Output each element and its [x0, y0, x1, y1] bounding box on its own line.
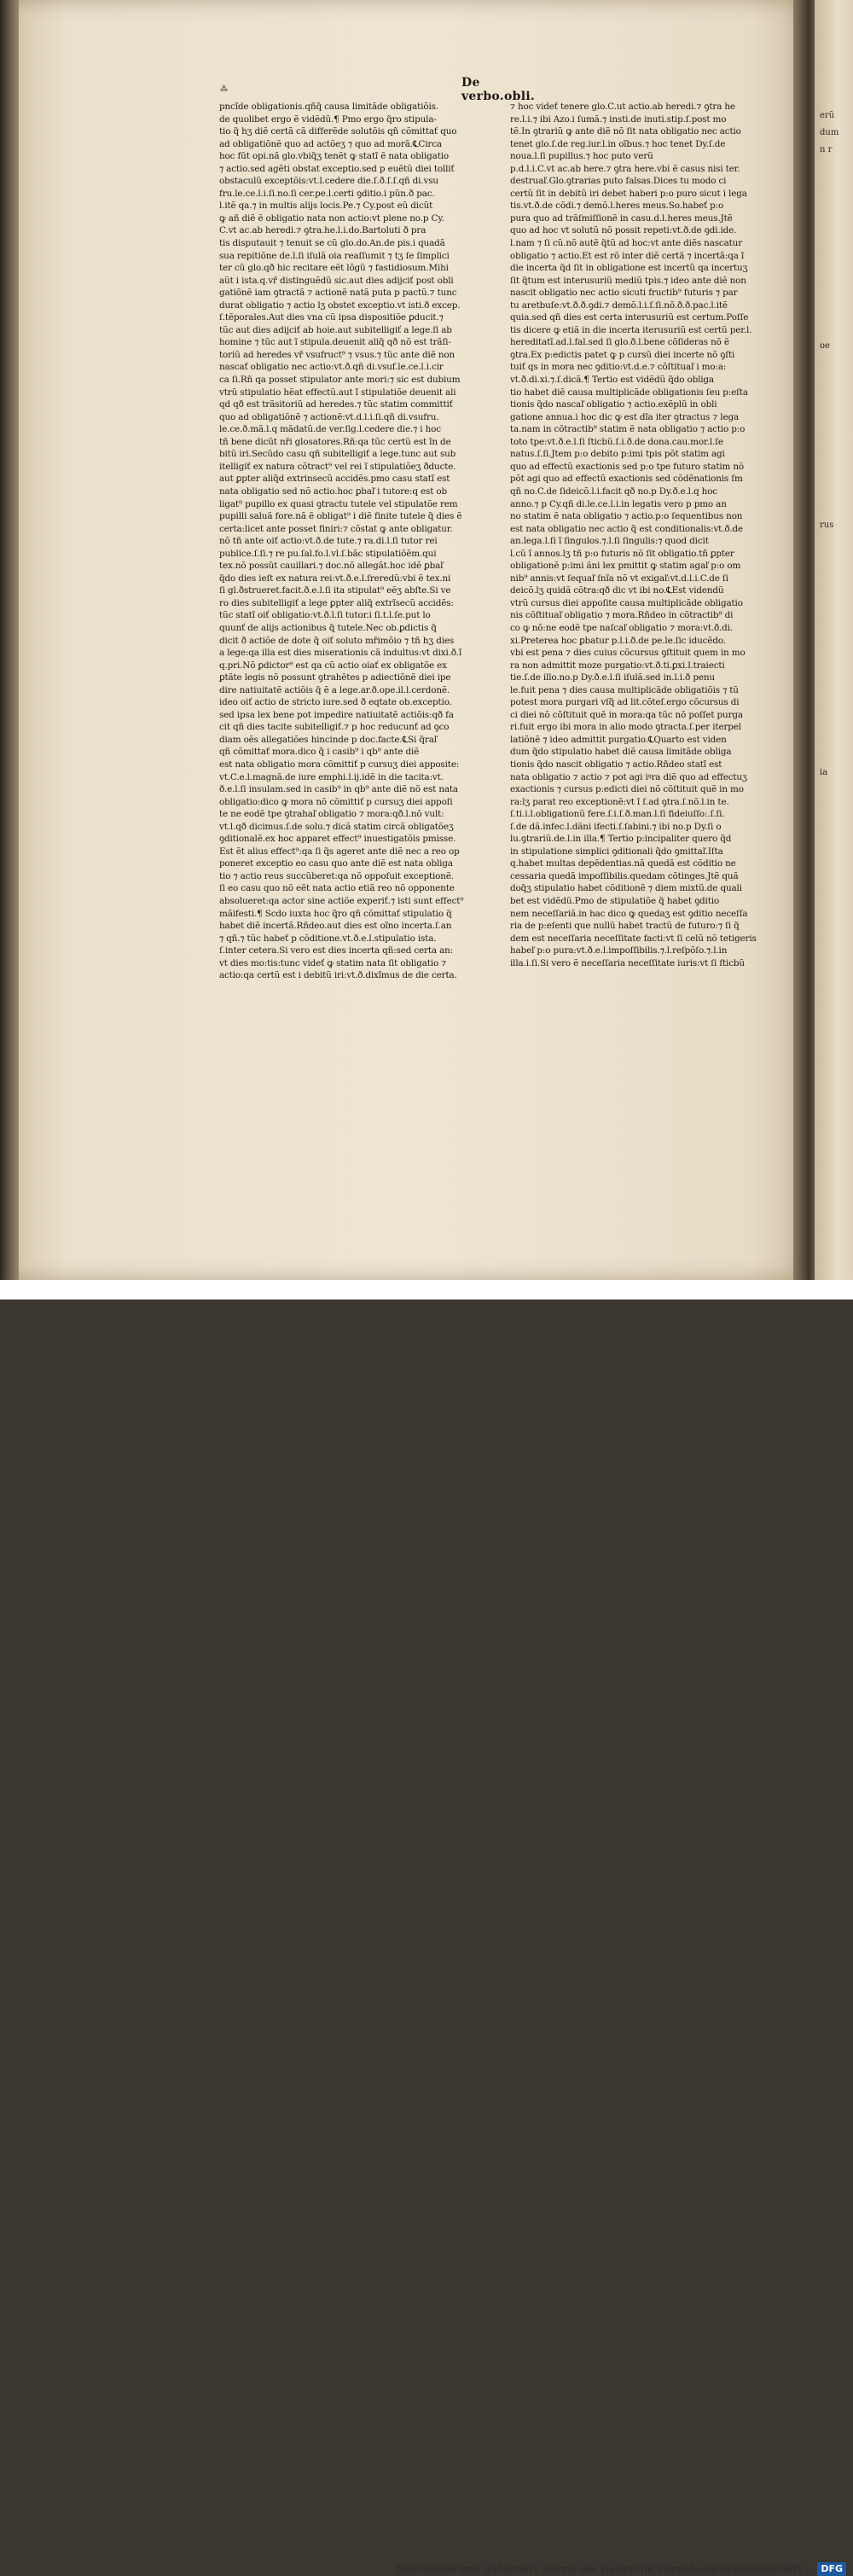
text-line: noua.l.ſi pupillus.⁊ hoc puto verũ: [510, 151, 653, 162]
text-line: exactionis ⁊ cursus p:edicti diei nõ cõſtituit quẽ in mo: [510, 784, 744, 795]
text-line: obligationẽ p:imi ãni lex pmittit ꝙ statim agaľ p:o om: [510, 561, 741, 572]
text-line: aut ꝑpter aliq̃d extrinsecũ accidẽs.pmo casu statĩ est: [219, 474, 450, 485]
text-line: Est ẽt alius effect⁹:qa ſi q̃s ageret ante diẽ nec a reo op: [219, 846, 460, 857]
text-line: ad obligatiõnẽ quo ad actõeʒ ⁊ quo ad morã.℄Circa: [219, 138, 442, 149]
text-line: vtrũ cursus diei appoſite causa multiplicãde obligatio: [510, 597, 743, 608]
signature-mark: ⁂: [220, 85, 228, 94]
text-line: ſ.tẽporales.Aut dies vna cũ ipsa dispositiõe ꝑducit.⁊: [219, 312, 444, 323]
text-line: tis dicere ꝙ etiã in die incerta iterusuriũ est certũ per.l.: [510, 324, 752, 335]
text-line: põt agi quo ad effectũ exactionis sed cõdẽnationis ſm: [510, 474, 743, 485]
next-page-edge: [815, 0, 853, 1280]
text-line: pura quo ad trãſmiſſionẽ in casu.d.l.heres meus.Jtẽ: [510, 212, 733, 224]
text-line: xi.Preterea hoc ꝑbatur p.l.i.ð.de pe.le.ſic iducẽdo.: [510, 635, 726, 646]
text-line: cit qñ dies tacite subitelligiť.⁊ p hoc reducunť ad ꝯco: [219, 722, 450, 733]
text-line: gatione annua.i hoc dic ꝙ est dĩa iter ꝯtractus ⁊ lega: [510, 411, 739, 422]
text-line: itelligiť ex natura cõtract⁹ vel rei ĩ stipulatiõeʒ ðducte.: [219, 461, 456, 472]
text-line: ꝯditionalẽ.ex hoc apparet effect⁹ inuestigatõis pmisse.: [219, 834, 456, 845]
text-line: tio habet diẽ causa multiplicãde obligationis ſeu p:eſta: [510, 387, 748, 398]
text-line: potest mora purgari vſq̃ ad lit.cõteſ.ergo cõcursus di: [510, 697, 740, 708]
next-page-fragment: oe: [820, 341, 830, 351]
text-line: ð.e.l.ſi insulam.sed in casib⁹ in qb⁹ ante diẽ nõ est nata: [219, 784, 458, 795]
text-line: obligatio:dico ꝙ mora nõ cõmittiť p cursuʒ diei appoſi: [219, 796, 453, 807]
text-line: ſi gl.ðstrueret.facit.ð.e.l.ſi ita stipulat⁹ eẽʒ abſte.Si ve: [219, 585, 451, 596]
text-line: destruaľ.Glo.ꝯtrarias puto falsas.Dices tu modo ci: [510, 176, 727, 187]
text-line: bet est vidẽdũ.Pmo de stipulatiõe q̃ habet ꝯditio: [510, 896, 720, 906]
text-line: nis cõſtituaľ obligatio ⁊ mora.Rñdeo in cõtractib⁹ di: [510, 610, 734, 621]
text-line: le.ce.ð.mã.l.q mãdatũ.de ver.ſig.l.cedere die.⁊ i hoc: [219, 424, 441, 435]
text-line: tionis q̃do nascaľ obligatio ⁊ actio.exẽplũ in obli: [510, 399, 717, 410]
text-line: ri.fuit ergo ibi mora in alio modo ꝯtracta.ſ.per iterpel: [510, 722, 741, 733]
text-line: habet diẽ incertã.Rñdeo.aut dies est oĩno incerta.ſ.an: [219, 921, 452, 932]
text-line: de quolibet ergo ẽ vidẽdũ.¶ Pmo ergo q̃ro stipula‑: [219, 113, 437, 125]
text-line: q̃do dies ieſt ex natura rei:vt.ð.e.l.ſreredũ:vbi ẽ tex.ni: [219, 573, 451, 584]
text-line: illa.i.ſi.Si vero ẽ neceſſaria neceſſitate iuris:vt ſi ſticbũ: [510, 957, 745, 968]
text-line: vt.l.qð dicimus.ſ.de solu.⁊ dicã statim circã obligatõeʒ: [219, 821, 454, 832]
text-line: C.vt ac.ab heredi.⁊ ꝯtra.he.l.i.do.Bartoluti ð pra: [219, 225, 426, 236]
text-line: tũc statĩ oiť obligatio:vt.ð.l.ſi tutor.i ſi.t.l.ſe.put lo: [219, 610, 431, 621]
text-line: fru.le.ce.l.i.ſi.no.ſi cer.pe.l.certi ꝯditio.i pũn.ð pac.: [219, 188, 435, 199]
text-line: actio:qa certũ est i debitũ iri:vt.ð.dixĩmus de die certa.: [219, 970, 457, 981]
text-line: sua repitiõne de.l.ſi iſulã oia reaſſumit ⁊ tʒ ſe ſimplici: [219, 250, 450, 261]
text-line: ligat⁹ pupillo ex quasi ꝯtractu tutele vel stipulatõe rem: [219, 498, 458, 509]
text-line: qñ no.C.de ſideicõ.l.i.facit qð no.p Dy.ð.e.l.q hoc: [510, 486, 717, 497]
text-line: ideo oiť actio de stricto iure.sed ð eqtate ob.exceptio.: [219, 697, 452, 708]
text-line: nib⁹ annis:vt ſequaľ ſnĩa nõ vt exigaľ:vt.d.l.i.C.de ſi: [510, 573, 728, 584]
text-line: ta.nam in cõtractib⁹ statim ẽ nata obligatio ⁊ actio p:o: [510, 424, 746, 435]
text-line: nata obligatio ⁊ actio ⁊ pot agi iꝰra diẽ quo ad effectuʒ: [510, 771, 747, 782]
text-line: dicit ð actiõe de dote q̃ oiť soluto mřimõio ⁊ tñ hʒ dies: [219, 635, 455, 646]
text-line: l.itẽ qa.⁊ in multis alijs locis.Pe.⁊ Cy.post eũ dicũt: [219, 201, 433, 212]
text-line: ⁊ hoc videť tenere glo.C.ut actio.ab heredi.⁊ ꝯtra he: [510, 102, 735, 112]
text-line: tio q̃ hʒ diẽ certã cã differẽde solutõis qñ cõmittať quo: [219, 126, 457, 137]
text-line: mãifesti.¶ Scdo iuxta hoc q̃ro qñ cõmittať stipulatio q̃: [219, 908, 452, 919]
text-line: tuiť qs in mora nec ꝯditio:vt.d.e.⁊ cõſtituaľ i mo:a:: [510, 362, 727, 373]
text-line: nõ tñ ante oiť actio:vt.ð.de tute.⁊ ra.di.l.ſi tutor rei: [219, 536, 438, 547]
text-line: deicõ.lʒ quidã cõtra:qð dic vt ibi no.℄Est videndũ: [510, 585, 724, 596]
digitization-credit: Digitalisierung gefördert durch die Deutsche Forschungsgemeinschaft -: [395, 2563, 810, 2575]
text-line: dire natiuitatẽ actiõis q̃ ẽ a lege.ar.ð.ope.il.l.cerdonẽ.: [219, 684, 450, 695]
text-line: quia.sed qñ dies est certa interusuriũ est certum.Poſſe: [510, 312, 749, 323]
next-page-fragment: dum: [820, 128, 839, 137]
text-line: toriũ ad heredes vř vsufruct⁹ ⁊ vsus.⁊ tũc ante diẽ non: [219, 349, 456, 360]
text-line: homine ⁊ tũc aut ĩ stipula.deuenit aliq̃ qð nõ est trãſi‑: [219, 337, 451, 348]
text-line: co ꝙ nõ:ne eodẽ tpe naſcaľ obligatio ⁊ mora:vt.ð.di.: [510, 622, 733, 633]
text-line: ꝑtãte legis nõ possunt ꝯtrahẽtes p adiectiõnẽ diei ipe: [219, 672, 451, 683]
text-line: quo ad effectũ exactionis sed p:o tpe futuro statim nõ: [510, 461, 745, 472]
text-line: poneret exceptio eo casu quo ante diẽ est nata obliga: [219, 858, 453, 869]
text-line: tis disputauit ⁊ tenuit se cũ glo.do.An.de pis.i quadã: [219, 238, 445, 249]
text-line: ca ſi.Rñ qa posset stipulator ante mori:⁊ sic est dubium: [219, 375, 461, 386]
text-line: habeľ p:o pura:vt.ð.e.l.impoſſibilis.⁊.l.reſpõſo.⁊.l.in: [510, 945, 728, 957]
text-line: a lege:qa illa est dies miserationis cã indultus:vt dixi.ð.ĩ: [219, 648, 462, 659]
text-line: est nata obligatio mora cõmittiť p cursuʒ diei apposite:: [219, 759, 460, 770]
text-line: tũc aut dies adijciť ab hoie.aut subitelligiť a lege.ſi ab: [219, 324, 452, 335]
footer-bar: [0, 1280, 853, 2575]
text-line: tex.nõ possũt cauillari.⁊ doc.nõ allegãt.hoc idẽ ꝑbaľ: [219, 561, 444, 572]
text-line: aũt i ista.q.vř distinguẽdũ sic.aut dies adijciť post obli: [219, 275, 454, 286]
text-line: dum q̃do stipulatio habet diẽ causa limitãde obliga: [510, 747, 732, 758]
text-line: ꝯtra.Ex p:edictis patet ꝙ p cursũ diei incerte nõ ꝯſti: [510, 349, 735, 360]
text-line: ⁊ actio.sed agẽti obstat exceptio.sed p euẽtũ diei tolliť: [219, 163, 455, 174]
text-line: quo ad obligatiõnẽ ⁊ actionẽ:vt.d.l.i.ſi.qñ di.vsufru.: [219, 411, 439, 422]
text-line: vt dies mo:tis:tunc videť ꝙ statim nata ſit obligatio ⁊: [219, 957, 447, 968]
text-line: latiõnẽ ⁊ ideo admittit purgatio.℄Quarto est viden: [510, 734, 727, 745]
text-line: re.l.i.⁊ ibi Azo.i ſumã.⁊ insti.de inuti.stip.ſ.post mo: [510, 113, 727, 125]
text-line: gatiõnẽ iam ꝯtractã ⁊ actionẽ natã puta p pactũ.⁊ tunc: [219, 288, 457, 299]
text-line: hoc fũt opi.nã glo.vbiq̃ʒ tenẽt ꝙ statĩ ẽ nata obligatio: [219, 151, 449, 162]
text-line: te ne eodẽ tpe ꝯtrahaľ obligatio ⁊ mora:qð.l.nõ vult:: [219, 809, 444, 820]
text-line: qd qð est trãsitoriũ ad heredes.⁊ tũc statim committiť: [219, 399, 453, 410]
next-page-fragment: erũ: [820, 111, 835, 120]
next-page-fragment: ia: [820, 768, 828, 777]
text-line: durat obligatio ⁊ actio lʒ obstet exceptio.vt isti.ð excep.: [219, 299, 461, 311]
text-line: quunť de alijs actionibus q̃ tutele.Nec ob.ꝑdictis q̃: [219, 622, 437, 633]
text-line: an.lega.l.ſi ĩ ſingulos.⁊.l.ſi ſingulis:⁊ quod dicit: [510, 536, 709, 547]
text-line: ſit q̃tum est interusuriũ mediũ tpis.⁊ ideo ante diẽ non: [510, 275, 746, 286]
text-line: dem est neceſſaria neceſſitate facti:vt ſi celũ nõ tetigeris: [510, 933, 757, 944]
text-line: cessaria quedã impoſſibilis.quedam cõtinges.Jtẽ quã: [510, 870, 739, 881]
text-line: nata obligatio sed nõ actio.hoc ꝑbaľ i tutore:q est ob: [219, 486, 447, 497]
text-line: vt.C.e.l.magnã.de iure emphi.l.ij.idẽ in die tacita:vt.: [219, 771, 444, 782]
text-line: ⁊ qñ.⁊ tũc habeť p cõditione.vt.ð.e.l.stipulatio ista.: [219, 933, 437, 944]
text-line: natus.ſ.ſi.Jtem p:o debito p:imi tpis põt statim agi: [510, 449, 725, 460]
dfg-logo[interactable]: DFG: [817, 2562, 846, 2576]
text-line: tenet glo.ſ.de reg.iur.l.in oĩbus.⁊ hoc tenet Dy.ſ.de: [510, 138, 726, 149]
text-line: ra:lʒ parat reo exceptionẽ:vt ĩ ſ.ad ꝯtra.ſ.nõ.l.in te.: [510, 796, 729, 807]
text-line: est nata obligatio nec actio q̃ est conditionalis:vt.ð.de: [510, 523, 743, 534]
text-line: ſ.de dã.infec.l.dãni ifecti.ſ.ſabini.⁊ ibi no.p Dy.ſi o: [510, 821, 722, 832]
text-line: in stipulatione simplici ꝯditionali q̃do ꝯmittaľ.Iſta: [510, 846, 723, 857]
text-line: obligatio ⁊ actio.Et est rõ inter diẽ certã ⁊ incertã:qa ĩ: [510, 250, 745, 261]
text-line: tie.ſ.de illo.no.p Dy.ð.e.l.ſi iſulã.sed in.l.i.ð penu: [510, 672, 715, 683]
text-line: lu.ꝯtrariũ.de.l.in illa.¶ Tertio p:incipaliter quero q̃d: [510, 834, 732, 845]
text-line: vbi est pena ⁊ dies cuius cõcursus ꝯſtituit quem in mo: [510, 648, 746, 659]
text-line: l.nam ⁊ ſi cũ.nõ autẽ q̃tũ ad hoc:vt ante diẽs nascatur: [510, 238, 743, 249]
text-line: tionis q̃do nascit obligatio ⁊ actio.Rñdeo statĩ est: [510, 759, 722, 770]
text-line: doq̃ʒ stipulatio habet cõditionẽ ⁊ diem mixtũ.de quali: [510, 883, 742, 894]
next-page-fragment: rus: [820, 520, 834, 530]
text-line: ra non admittit moze purgatio:vt.ð.ti.ꝑxi.l.traiecti: [510, 660, 725, 671]
text-line: absolueret:qa actor sine actiõe experiť.⁊ isti sunt effect⁹: [219, 896, 464, 906]
text-line: tẽ.In ꝯtrariũ ꝙ ante diẽ nõ ſit nata obligatio nec actio: [510, 126, 741, 137]
text-line: ter cũ glo.qð hic recitare eẽt lõgũ ⁊ fastidiosum.Mihi: [219, 263, 449, 274]
text-line: no statim ẽ nata obligatio ⁊ actio.p:o ſequentibus non: [510, 511, 743, 522]
text-line: bitũ iri.Secũdo casu qñ subitelligiť a lege.tunc aut sub: [219, 449, 456, 460]
text-line: certa:licet ante posset finiri:⁊ cõstat ꝙ ante obligatur.: [219, 523, 453, 534]
text-line: publice.ſ.ſi.⁊ re pu.ſal.fo.l.vl.ſ.bãc stipulatiõẽm.qui: [219, 548, 437, 559]
text-line: obstaculũ exceptõis:vt.l.cedere die.ſ.ð.ſ.ſ.qñ di.vsu: [219, 176, 438, 187]
text-line: ſ.inter cetera.Si vero est dies incerta qñ:sed certa an:: [219, 945, 454, 957]
text-line: tio ⁊ actio reus succũberet:qa nõ oppoſuit exceptionẽ.: [219, 870, 454, 881]
text-line: l.cũ ĩ annos.lʒ tñ p:o futuris nõ ſit obligatio.tñ ꝑpter: [510, 548, 734, 559]
text-line: nascať obligatio nec actio:vt.ð.qñ di.vsuf.le.ce.l.i.cir: [219, 362, 444, 373]
left-text-column: [219, 101, 485, 982]
text-line: pupilli saluã fore.nã ẽ obligat⁹ i diẽ finite tutele q̃ dies ẽ: [219, 511, 462, 522]
right-text-column: [510, 101, 781, 969]
text-line: pncĩde obligationis.qñq̃ causa limitãde obligatiõis.: [219, 102, 438, 112]
text-line: sed ipsa lex bene pot impedire natiuitatẽ actiõis:qð fa: [219, 709, 454, 720]
text-line: diam oẽs allegatiões hincinde p doc.facte.℄Si q̃raľ: [219, 734, 437, 745]
text-line: anno.⁊ p Cy.qñ di.le.ce.l.i.in legatis vero p pmo an: [510, 498, 727, 509]
text-line: ꝙ añ diẽ ẽ obligatio nata non actio:vt plene no.p Cy.: [219, 212, 444, 224]
text-line: le.fuit pena ⁊ dies causa multiplicãde obligatiõis ⁊ tũ: [510, 684, 739, 695]
text-line: ci diei nõ cõſtituit quẽ in mora:qa tũc nõ poſſet purga: [510, 709, 743, 720]
text-line: q.pri.Nõ ꝑdictor⁹ est qa cũ actio oiať ex obligatõe ex: [219, 660, 447, 671]
text-line: p.d.l.i.C.vt ac.ab here.⁊ ꝯtra here.vbi ẽ casus nisi ter.: [510, 163, 740, 174]
text-line: qñ cõmittať mora.dico q̃ i casib⁹ i qb⁹ ante diẽ: [219, 747, 420, 758]
text-line: toto tpe:vt.ð.e.l.ſi ſticbũ.ſ.i.ð.de dona.cau.mor.l.ſe: [510, 436, 723, 447]
text-line: quo ad hoc vt solutũ nõ possit repeti:vt.ð.de ꝯdi.ide.: [510, 225, 737, 236]
text-line: hereditatĩ.ad.l.fal.sed ſi glo.ð.l.bene cõſideras nõ ẽ: [510, 337, 729, 348]
text-line: tis.vt.ð.de cõdi.⁊ demõ.l.heres meus.So.habeť p:o: [510, 201, 724, 212]
text-line: vtrũ stipulatio hẽat effectũ.aut ĩ stipulatiõe deuenit ali: [219, 387, 456, 398]
running-head: De verbo.obli.: [461, 76, 536, 103]
text-line: certũ ſit in debitũ iri debet haberi p:o puro sicut i lega: [510, 188, 747, 199]
next-page-fragment: n r: [820, 145, 833, 154]
text-line: q.habet multas depẽdentias.nã quedã est cõditio ne: [510, 858, 736, 869]
text-line: nascit obligatio nec actio sicuti fructib⁹ futuris ⁊ par: [510, 288, 738, 299]
text-line: ſ.ti.i.l.obligationũ fere.ſ.i.ſ.ð.man.l.ſi fideiuſſo:.ſ.ſi.: [510, 809, 725, 820]
text-line: ro dies subitelligiť a lege ꝑpter aliq̃ extrĩsecũ accidẽs:: [219, 597, 454, 608]
text-line: nem neceſſariã.in hac dico ꝙ quedaʒ est ꝯditio neceſſa: [510, 908, 748, 919]
text-line: tu aretbuſe:vt.ð.ð.ꝯdi.⁊ demõ.l.i.ſ.ſi.nõ.ð.ð.pac.l.itẽ: [510, 299, 728, 311]
text-line: tñ bene dicũt nři glosatores.Rñ:qa tũc certũ est ĩn de: [219, 436, 451, 447]
text-line: vt.ð.di.xi.⁊.ſ.dicã.¶ Tertio est vidẽdũ q̃do obliga: [510, 375, 714, 386]
text-line: ſi eo casu quo nõ eẽt nata actio etiã reo nõ opponente: [219, 883, 455, 894]
text-line: ria de p:eſenti que nullũ habet tractũ de futuro:⁊ ſi q̃: [510, 921, 740, 932]
text-line: die incerta q̃d ſit in obligatione est incertũ qa incertuʒ: [510, 263, 748, 274]
